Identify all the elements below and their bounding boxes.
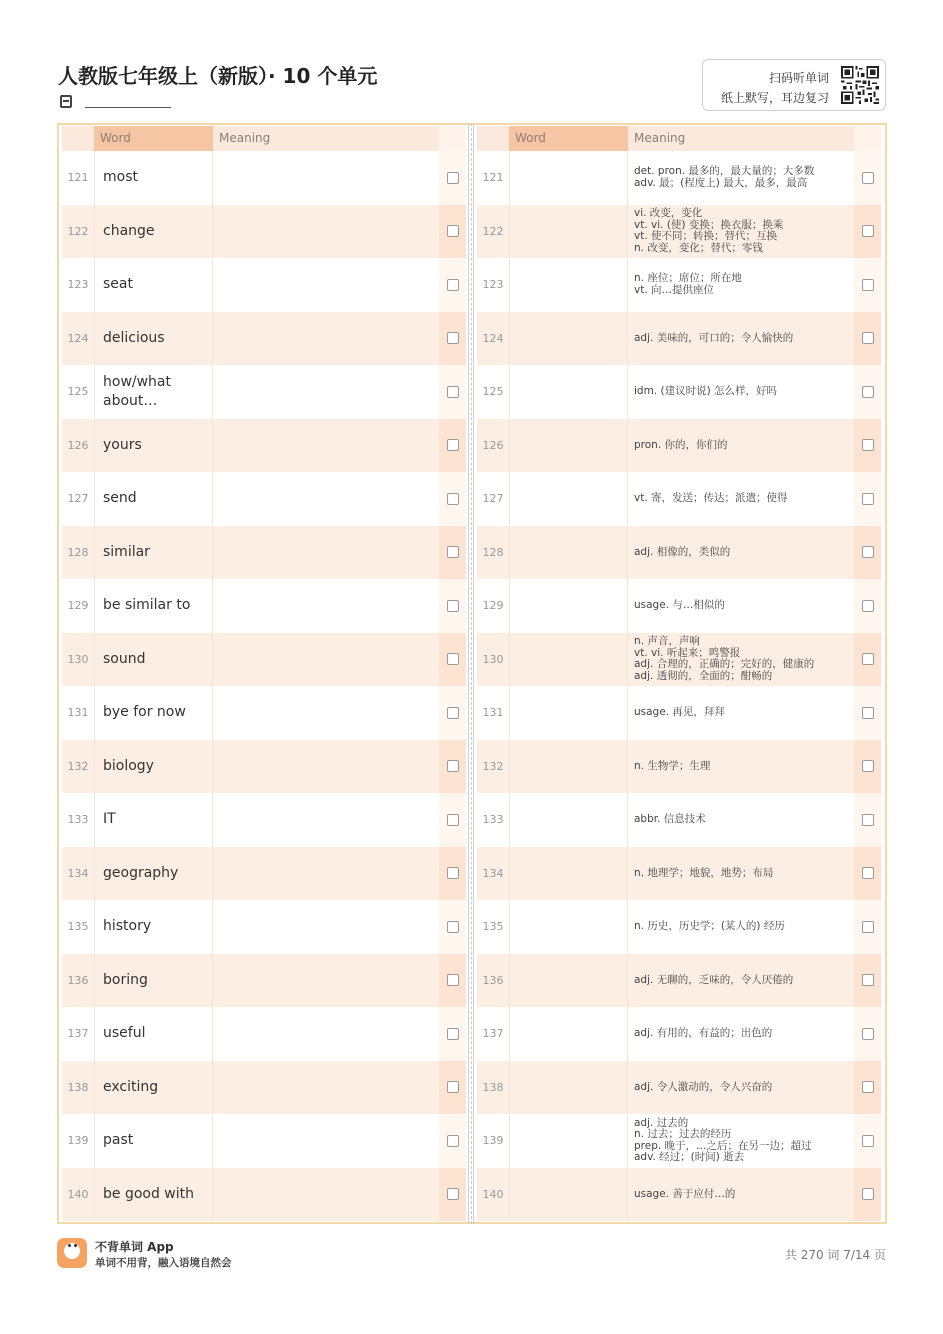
row-number: 126 (67, 438, 89, 452)
table-row (62, 365, 466, 419)
table-row (62, 740, 466, 794)
word-blank (509, 205, 628, 259)
row-number: 131 (482, 706, 504, 720)
meaning-blank (213, 900, 439, 954)
checkbox-icon[interactable] (862, 386, 874, 398)
table-row (477, 1061, 881, 1115)
word-text: delicious (94, 312, 213, 366)
meaning-text (628, 900, 854, 954)
meaning-text (628, 472, 854, 526)
meaning-line: det. pron. 最多的，最大量的；大多数 (634, 165, 815, 178)
table-row (477, 1007, 881, 1061)
word-text: most (94, 151, 213, 205)
meaning-line: n. 改变，变化；替代；零钱 (634, 241, 763, 254)
row-number: 129 (482, 599, 504, 613)
checkbox-icon[interactable] (447, 279, 459, 291)
meaning-line: adj. 无聊的，乏味的，令人厌倦的 (634, 973, 794, 986)
checkbox-icon[interactable] (862, 1028, 874, 1040)
meaning-blank (213, 1114, 439, 1168)
meaning-blank (213, 847, 439, 901)
checkbox-icon[interactable] (447, 1188, 459, 1200)
row-number: 130 (482, 652, 504, 666)
table-row (62, 205, 466, 259)
word-text: yours (94, 419, 213, 473)
row-number: 135 (67, 920, 89, 934)
table-row (477, 419, 881, 473)
meaning-line: usage. 与…相似的 (634, 599, 725, 611)
meaning-blank (213, 258, 439, 312)
meaning-line: adj. 相像的，类似的 (634, 545, 731, 558)
word-blank (509, 1114, 628, 1168)
table-row (62, 312, 466, 366)
word-text: sound (94, 633, 213, 687)
row-number: 134 (67, 866, 89, 880)
table-row (477, 472, 881, 526)
word-blank (509, 847, 628, 901)
meaning-blank (213, 740, 439, 794)
word-text: be good with (94, 1168, 213, 1222)
word-blank (509, 312, 628, 366)
checkbox-icon[interactable] (447, 386, 459, 398)
word-column-header: Word (509, 126, 628, 151)
word-column-header: Word (94, 126, 213, 151)
word-blank (509, 258, 628, 312)
table-row (62, 472, 466, 526)
checkbox-icon[interactable] (447, 172, 459, 184)
meaning-column-header: Meaning (628, 126, 854, 151)
meaning-blank (213, 526, 439, 580)
word-blank (509, 686, 628, 740)
qr-panel[interactable] (702, 59, 886, 111)
word-text: exciting (94, 1061, 213, 1115)
table-row (477, 1114, 881, 1168)
table-row (62, 954, 466, 1008)
checkbox-icon[interactable] (862, 493, 874, 505)
meaning-line: adv. 最；(程度上) 最大，最多，最高 (634, 176, 808, 189)
meaning-line: usage. 再见，拜拜 (634, 706, 725, 718)
meaning-line: n. 座位；席位；所在地 (634, 272, 742, 285)
meaning-line: vt. vi. 听起来；鸣警报 (634, 646, 741, 659)
calendar-icon (60, 95, 72, 108)
meaning-blank (213, 793, 439, 847)
word-blank (509, 472, 628, 526)
checkbox-icon[interactable] (862, 974, 874, 986)
meaning-line: vt. vi. (使) 变换；换衣服；换乘 (634, 218, 784, 231)
table-row (477, 205, 881, 259)
row-number: 125 (482, 385, 504, 399)
meaning-text (628, 740, 854, 794)
word-text: IT (94, 793, 213, 847)
row-number: 129 (67, 599, 89, 613)
table-row (62, 419, 466, 473)
row-number: 125 (67, 385, 89, 399)
row-number: 126 (482, 438, 504, 452)
word-text: useful (94, 1007, 213, 1061)
meaning-blank (213, 1007, 439, 1061)
meaning-text (628, 419, 854, 473)
checkbox-icon[interactable] (862, 653, 874, 665)
row-number: 133 (67, 813, 89, 827)
table-header (477, 126, 881, 151)
table-row (477, 258, 881, 312)
checkbox-icon[interactable] (447, 867, 459, 879)
checkbox-icon[interactable] (447, 921, 459, 933)
meaning-text (628, 1114, 854, 1168)
table-row (62, 1007, 466, 1061)
word-blank (509, 151, 628, 205)
checkbox-icon[interactable] (447, 1081, 459, 1093)
table-row (62, 258, 466, 312)
row-number: 136 (67, 973, 89, 987)
row-number: 131 (67, 706, 89, 720)
checkbox-icon[interactable] (862, 225, 874, 237)
word-blank (509, 1061, 628, 1115)
table-row (477, 151, 881, 205)
word-text: change (94, 205, 213, 259)
checkbox-icon[interactable] (447, 1028, 459, 1040)
meaning-blank (213, 1061, 439, 1115)
word-text: similar (94, 526, 213, 580)
word-blank (509, 365, 628, 419)
table-row (62, 1061, 466, 1115)
row-number: 132 (67, 759, 89, 773)
meaning-blank (213, 686, 439, 740)
meaning-text (628, 847, 854, 901)
table-row (62, 847, 466, 901)
meaning-blank (213, 1168, 439, 1222)
word-text: seat (94, 258, 213, 312)
recall-panel (62, 126, 466, 1221)
meaning-line: pron. 你的，你们的 (634, 438, 728, 451)
checkbox-icon[interactable] (862, 332, 874, 344)
checkbox-icon[interactable] (862, 1081, 874, 1093)
meaning-blank (213, 579, 439, 633)
row-number: 137 (67, 1027, 89, 1041)
meaning-blank (213, 205, 439, 259)
fold-divider (468, 123, 474, 1224)
table-row (62, 633, 466, 687)
meaning-text (628, 205, 854, 259)
meaning-line: n. 生物学；生理 (634, 759, 711, 772)
checkbox-icon[interactable] (862, 1188, 874, 1200)
row-number: 128 (482, 545, 504, 559)
word-blank (509, 740, 628, 794)
meaning-line: adj. 过去的 (634, 1116, 689, 1129)
row-number: 124 (482, 331, 504, 345)
table-row (477, 365, 881, 419)
row-number: 123 (482, 278, 504, 292)
row-number: 134 (482, 866, 504, 880)
meaning-text (628, 312, 854, 366)
row-number: 135 (482, 920, 504, 934)
app-logo (57, 1238, 87, 1268)
meaning-blank (213, 472, 439, 526)
row-number: 139 (67, 1134, 89, 1148)
row-number: 139 (482, 1134, 504, 1148)
meaning-line: usage. 善于应付…的 (634, 1187, 736, 1200)
word-blank (509, 1007, 628, 1061)
word-blank (509, 419, 628, 473)
app-name: 不背单词 App (95, 1240, 174, 1254)
checkbox-icon[interactable] (447, 1135, 459, 1147)
word-blank (509, 900, 628, 954)
answer-panel (477, 126, 881, 1221)
meaning-line: adj. 令人激动的，令人兴奋的 (634, 1080, 773, 1093)
qr-code-icon[interactable] (841, 66, 879, 104)
meaning-line: n. 过去；过去的经历 (634, 1128, 732, 1141)
checkbox-icon[interactable] (447, 439, 459, 451)
date-blank-line (85, 107, 171, 108)
qr-caption-2: 纸上默写，耳边复习 (720, 91, 829, 105)
meaning-text (628, 526, 854, 580)
table-row (477, 900, 881, 954)
word-blank (509, 526, 628, 580)
row-number: 138 (67, 1080, 89, 1094)
word-text: past (94, 1114, 213, 1168)
meaning-blank (213, 365, 439, 419)
table-row (477, 579, 881, 633)
meaning-line: vt. 使不同；转换；替代；互换 (634, 230, 778, 243)
meaning-text (628, 1168, 854, 1222)
meaning-text (628, 1007, 854, 1061)
meaning-text (628, 633, 854, 687)
word-text: be similar to (94, 579, 213, 633)
checkbox-icon[interactable] (862, 921, 874, 933)
checkbox-icon[interactable] (447, 974, 459, 986)
row-number: 124 (67, 331, 89, 345)
meaning-blank (213, 633, 439, 687)
table-row (477, 686, 881, 740)
meaning-line: adj. 有用的，有益的；出色的 (634, 1027, 773, 1039)
word-text: send (94, 472, 213, 526)
table-row (62, 793, 466, 847)
checkbox-icon[interactable] (447, 600, 459, 612)
table-row (477, 793, 881, 847)
checkbox-icon[interactable] (862, 172, 874, 184)
row-number: 127 (67, 492, 89, 506)
meaning-column-header: Meaning (213, 126, 439, 151)
row-number: 122 (67, 224, 89, 238)
meaning-text (628, 793, 854, 847)
row-number: 127 (482, 492, 504, 506)
meaning-line: n. 历史，历史学；(某人的) 经历 (634, 920, 785, 932)
meaning-text (628, 579, 854, 633)
word-blank (509, 1168, 628, 1222)
meaning-blank (213, 312, 439, 366)
page-indicator: 共 270 词 7/14 页 (784, 1248, 886, 1262)
qr-caption-1: 扫码听单词 (768, 71, 829, 85)
checkbox-icon[interactable] (447, 225, 459, 237)
checkbox-icon[interactable] (447, 653, 459, 665)
row-number: 121 (482, 171, 504, 185)
row-number: 132 (482, 759, 504, 773)
meaning-text (628, 1061, 854, 1115)
table-row (62, 526, 466, 580)
checkbox-icon[interactable] (447, 493, 459, 505)
checkbox-icon[interactable] (862, 867, 874, 879)
table-row (62, 900, 466, 954)
meaning-text (628, 686, 854, 740)
word-text: how/what about… (94, 365, 213, 419)
table-row (477, 1168, 881, 1222)
word-text: bye for now (94, 686, 213, 740)
checkbox-icon[interactable] (447, 814, 459, 826)
meaning-line: idm. (建议时说) 怎么样，好吗 (634, 385, 778, 397)
checkbox-icon[interactable] (447, 760, 459, 772)
row-number: 130 (67, 652, 89, 666)
meaning-text (628, 258, 854, 312)
word-text: boring (94, 954, 213, 1008)
row-number: 140 (67, 1187, 89, 1201)
table-row (62, 1114, 466, 1168)
table-row (62, 1168, 466, 1222)
table-row (477, 740, 881, 794)
checkbox-icon[interactable] (862, 760, 874, 772)
table-row (62, 151, 466, 205)
row-number: 122 (482, 224, 504, 238)
table-row (477, 312, 881, 366)
table-header (62, 126, 466, 151)
meaning-line: adj. 美味的，可口的；令人愉快的 (634, 331, 794, 344)
meaning-line: vt. 向…提供座位 (634, 283, 715, 296)
meaning-blank (213, 954, 439, 1008)
word-blank (509, 633, 628, 687)
row-number: 137 (482, 1027, 504, 1041)
meaning-blank (213, 419, 439, 473)
row-number: 140 (482, 1187, 504, 1201)
word-blank (509, 579, 628, 633)
meaning-line: adj. 合理的，正确的；完好的，健康的 (634, 658, 815, 671)
checkbox-icon[interactable] (862, 814, 874, 826)
meaning-text (628, 365, 854, 419)
row-number: 123 (67, 278, 89, 292)
checkbox-icon[interactable] (862, 600, 874, 612)
checkbox-icon[interactable] (862, 279, 874, 291)
row-number: 138 (482, 1080, 504, 1094)
meaning-text (628, 151, 854, 205)
checkbox-icon[interactable] (447, 707, 459, 719)
table-row (477, 954, 881, 1008)
meaning-line: vt. 寄，发送；传达；派遣；使得 (634, 492, 788, 504)
row-number: 121 (67, 171, 89, 185)
table-row (62, 686, 466, 740)
checkbox-icon[interactable] (862, 439, 874, 451)
row-number: 136 (482, 973, 504, 987)
meaning-line: n. 地理学；地貌，地势；布局 (634, 866, 774, 879)
checkbox-icon[interactable] (447, 546, 459, 558)
table-row (477, 526, 881, 580)
meaning-blank (213, 151, 439, 205)
word-blank (509, 793, 628, 847)
word-text: geography (94, 847, 213, 901)
row-number: 133 (482, 813, 504, 827)
page-title: 人教版七年级上（新版）· 10 个单元 (58, 64, 378, 88)
checkbox-icon[interactable] (862, 707, 874, 719)
checkbox-icon[interactable] (862, 546, 874, 558)
table-row (477, 847, 881, 901)
meaning-line: prep. 晚于，…之后；在另一边；超过 (634, 1139, 812, 1152)
table-row (62, 579, 466, 633)
checkbox-icon[interactable] (447, 332, 459, 344)
row-number: 128 (67, 545, 89, 559)
meaning-line: adj. 透彻的，全面的；酣畅的 (634, 669, 773, 682)
meaning-line: adv. 经过；(时间) 逝去 (634, 1151, 745, 1164)
meaning-line: n. 声音，声响 (634, 635, 700, 648)
word-blank (509, 954, 628, 1008)
meaning-line: vi. 改变，变化 (634, 207, 703, 220)
meaning-line: abbr. 信息技术 (634, 813, 706, 825)
app-slogan: 单词不用背，融入语境自然会 (95, 1257, 232, 1269)
checkbox-icon[interactable] (862, 1135, 874, 1147)
word-text: history (94, 900, 213, 954)
table-row (477, 633, 881, 687)
word-text: biology (94, 740, 213, 794)
meaning-text (628, 954, 854, 1008)
